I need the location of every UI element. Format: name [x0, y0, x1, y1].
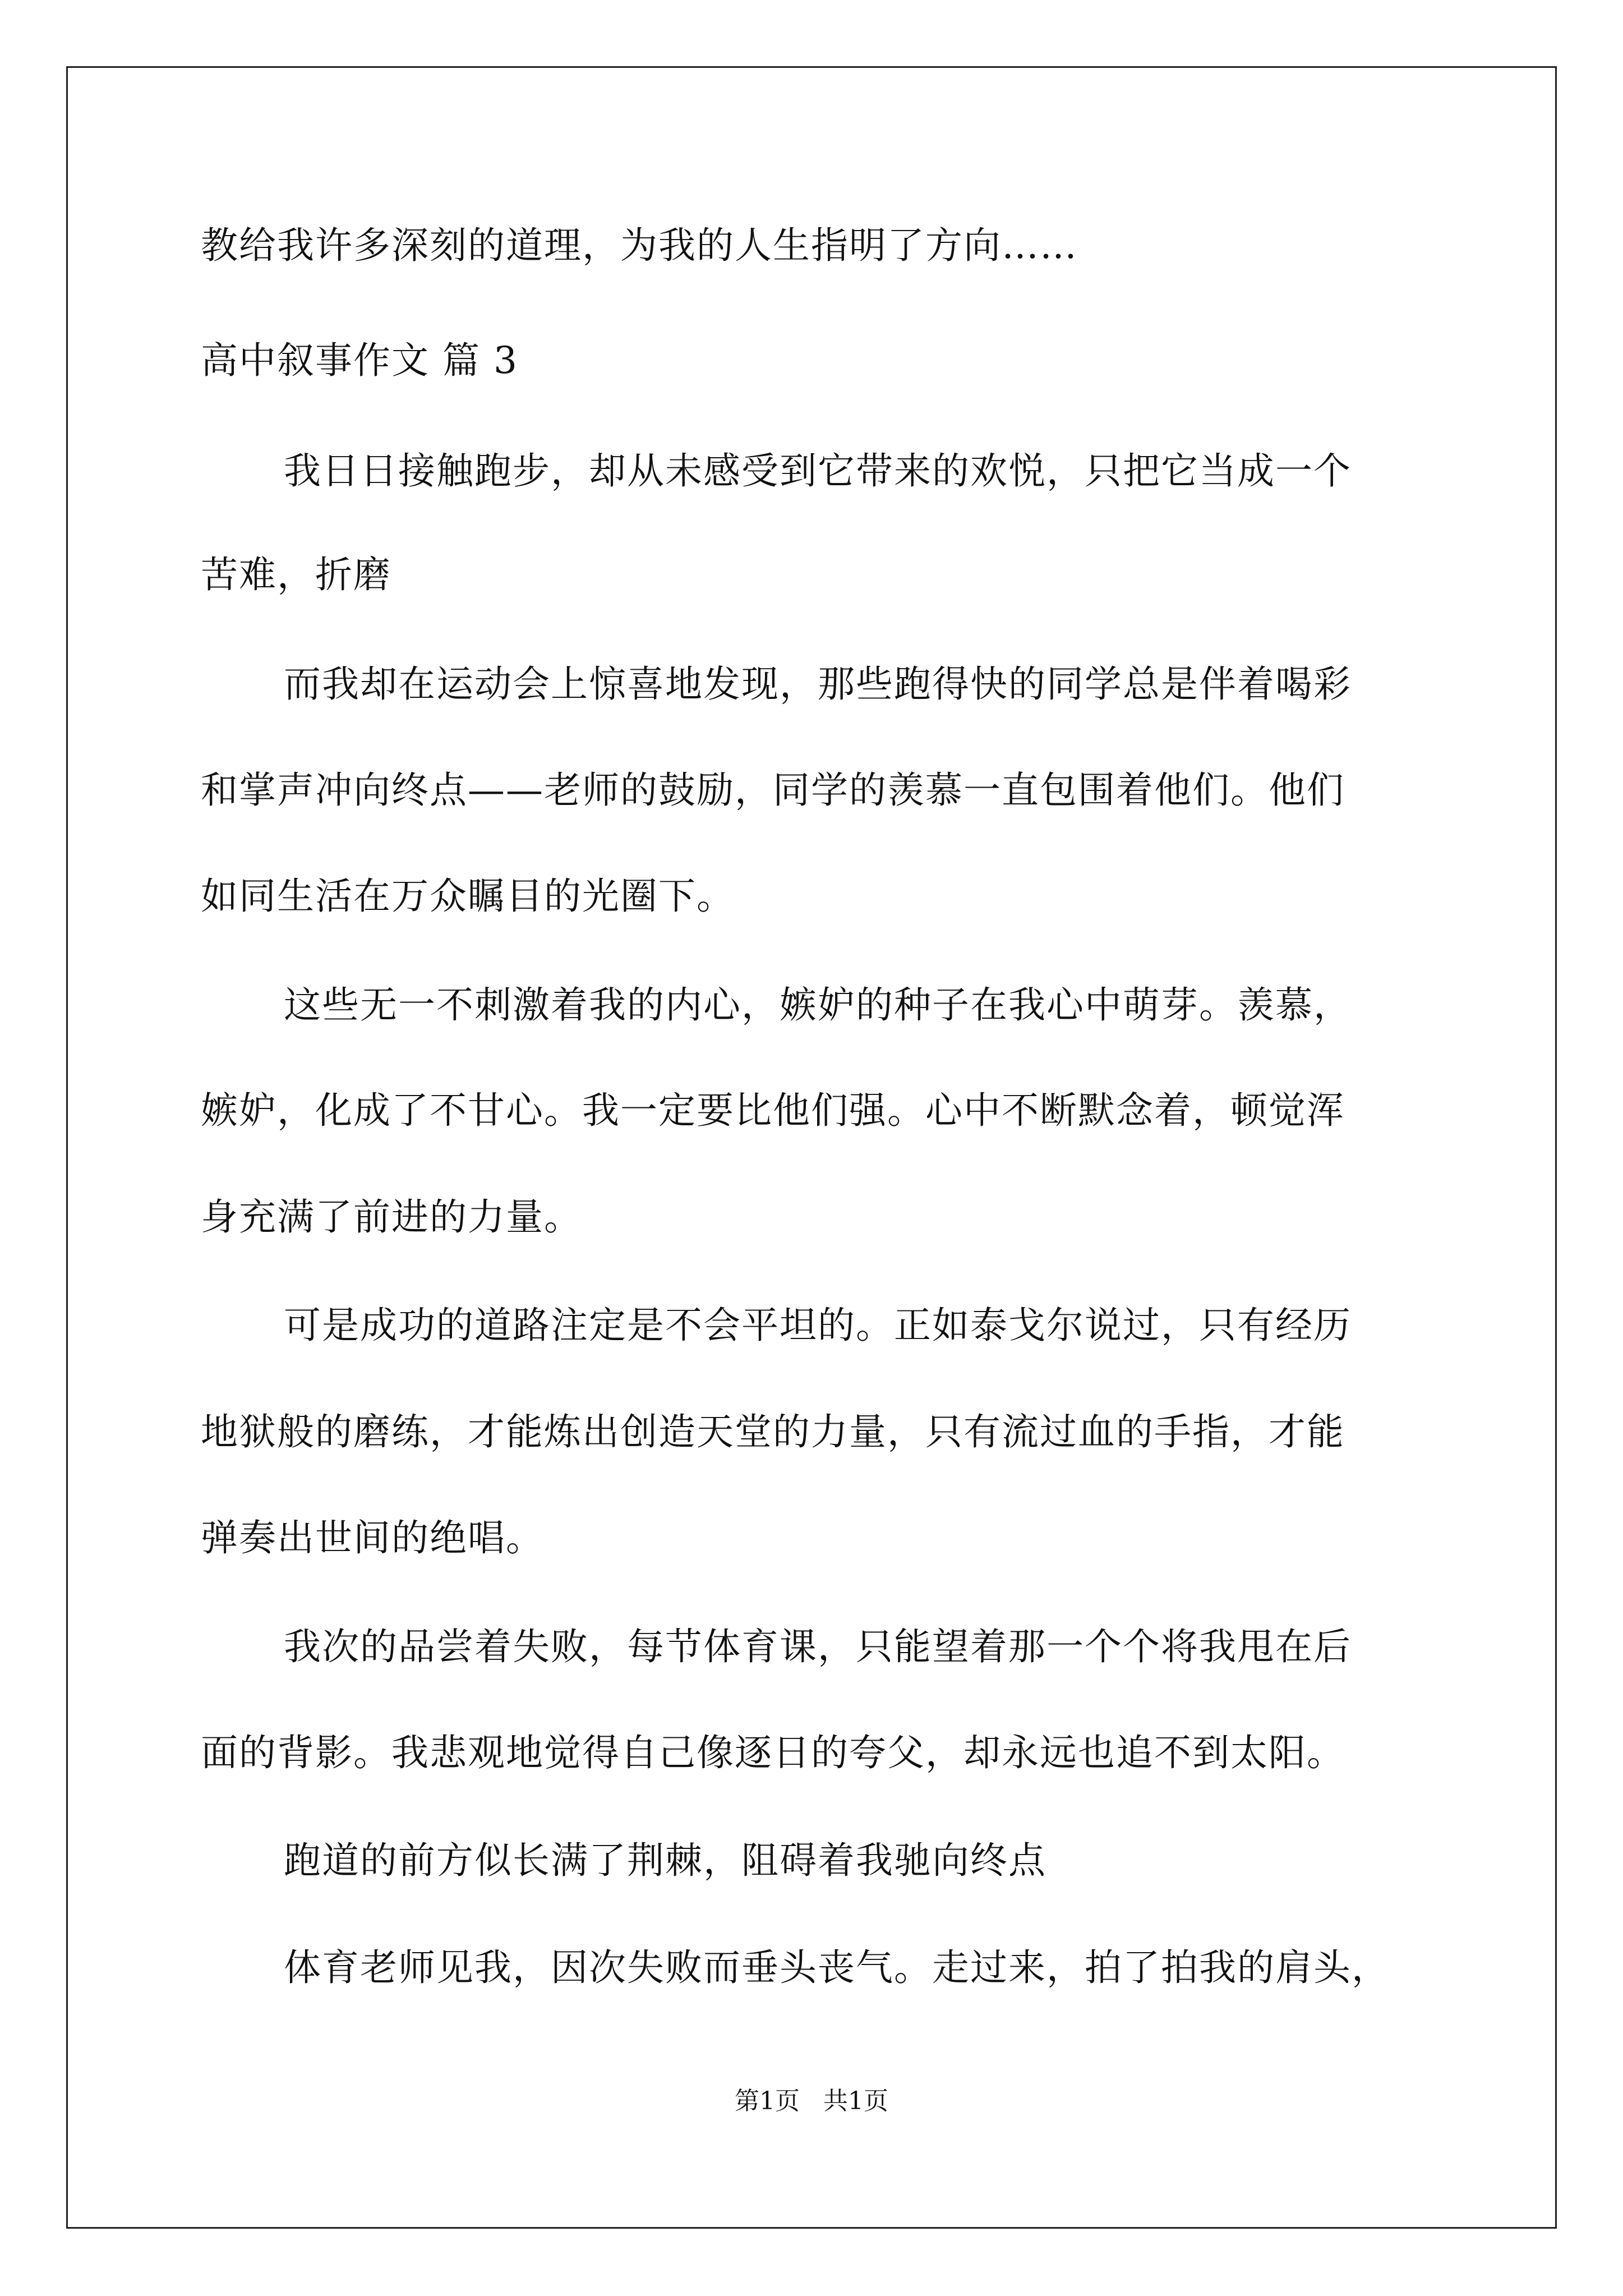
body-line: 教给我许多深刻的道理，为我的人生指明了方向…… [201, 224, 1078, 267]
paragraph-line: 我日日接触跑步，却从未感受到它带来的欢悦，只把它当成一个 [284, 449, 1352, 493]
page-footer: 第1页 共1页 [735, 2087, 888, 2115]
paragraph-line: 这些无一不刺激着我的内心，嫉妒的种子在我心中萌芽。羡慕， [284, 983, 1352, 1027]
paragraph-line: 体育老师见我，因次失败而垂头丧气。走过来，拍了拍我的肩头， [284, 1946, 1390, 1989]
body-line: 如同生活在万众瞩目的光圈下。 [201, 875, 735, 918]
body-line: 弹奏出世间的绝唱。 [201, 1516, 544, 1559]
page-border [66, 66, 1557, 2229]
paragraph-line: 跑道的前方似长满了荆棘，阻碍着我驰向终点 [284, 1839, 1046, 1882]
paragraph-line: 可是成功的道路注定是不会平坦的。正如泰戈尔说过，只有经历 [284, 1304, 1352, 1347]
paragraph-line: 而我却在运动会上惊喜地发现，那些跑得快的同学总是伴着喝彩 [284, 662, 1352, 706]
body-line: 和掌声冲向终点——老师的鼓励，同学的羡慕一直包围着他们。他们 [201, 769, 1345, 812]
body-line: 地狱般的磨练，才能炼出创造天堂的力量，只有流过血的手指，才能 [201, 1410, 1345, 1453]
body-line: 面的背影。我悲观地觉得自己像逐日的夸父，却永远也追不到太阳。 [201, 1731, 1345, 1774]
body-line: 身充满了前进的力量。 [201, 1195, 582, 1239]
body-line: 苦难，折磨 [201, 553, 391, 596]
body-line: 嫉妒，化成了不甘心。我一定要比他们强。心中不断默念着，顿觉浑 [201, 1089, 1345, 1132]
paragraph-line: 我次的品尝着失败，每节体育课，只能望着那一个个将我甩在后 [284, 1625, 1352, 1668]
section-heading: 高中叙事作文 篇 3 [201, 339, 518, 382]
